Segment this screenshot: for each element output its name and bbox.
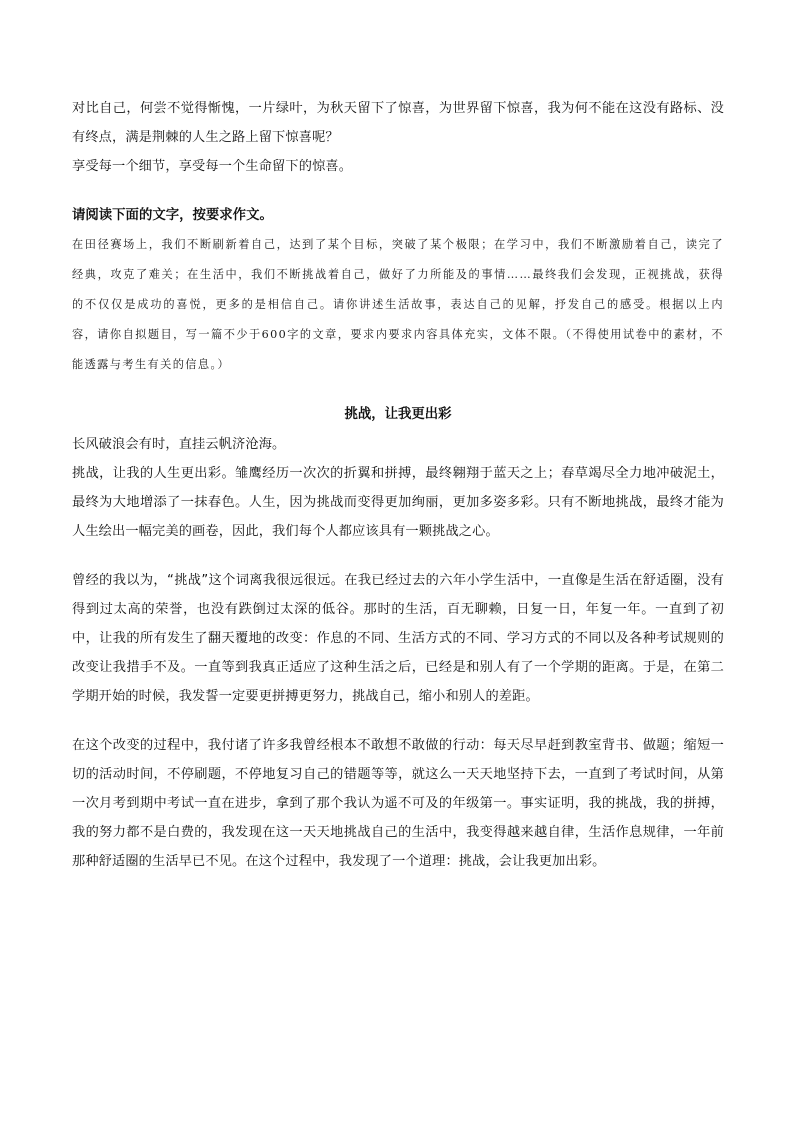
opening-paragraph-2: 享受每一个细节，享受每一个生命留下的惊喜。 [72, 159, 353, 174]
essay-paragraph-2: 挑战，让我的人生更出彩。雏鹰经历一次次的折翼和拼搏，最终翱翔于蓝天之上；春草竭尽全力地冲破泥土，最终为大地增添了一抹春色。人生，因为挑战而变得更加绚丽，更加多姿多彩。只有不断地挑战，最终才能为人生绘出一幅完美的画卷，因此，我们每个人都应该具有一颗挑战之心。 [72, 466, 724, 539]
essay-paragraph-1: 长风破浪会有时，直挂云帆济沧海。 [72, 437, 286, 452]
essay-paragraph-3: 曾经的我以为，“挑战”这个词离我很远很远。在我已经过去的六年小学生活中，一直像是生活在舒适圈，没有得到过太高的荣誉，也没有跌倒过太深的低谷。那时的生活，百无聊赖，日复一日，年复一年。一直到了初中，让我的所有发生了翻天覆地的改变：作息的不同、生活方式的不同、学习方式的不同以及各种考试规则的改变让我措手不及。一直等到我真正适应了这种生活之后，已经是和别人有了一个学期的距离。于是，在第二学期开始的时候，我发誓一定要更拼搏更努力，挑战自己，缩小和别人的差距。 [72, 573, 724, 704]
prompt-body: 在田径赛场上，我们不断刷新着自己，达到了某个目标，突破了某个极限；在学习中，我们不断激励着自己，读完了经典，攻克了难关；在生活中，我们不断挑战着自己，做好了力所能及的事情……最终我们会发现，正视挑战，获得的不仅仅是成功的喜悦，更多的是相信自己。请你讲述生活故事，表达自己的见解，抒发自己的感受。根据以上内容，请你自拟题目，写一篇不少于600字的文章，要求内要求内容具体充实，文体不限。（不得使用试卷中的素材，不能透露与考生有关的信息。） [72, 238, 724, 371]
essay-paragraph-4: 在这个改变的过程中，我付诸了许多我曾经根本不敢想不敢做的行动：每天尽早赶到教室背书、做题；缩短一切的活动时间，不停刷题，不停地复习自己的错题等等，就这么一天天地坚持下去，一直到了考试时间，从第一次月考到期中考试一直在进步，拿到了那个我认为遥不可及的年级第一。事实证明，我的挑战，我的拼搏，我的努力都不是白费的，我发现在这一天天地挑战自己的生活中，我变得越来越自律，生活作息规律，一年前那种舒适圈的生活早已不见。在这个过程中，我发现了一个道理：挑战，会让我更加出彩。 [72, 738, 724, 869]
spacer [72, 380, 724, 400]
spacer [72, 181, 724, 204]
prompt-heading: 请阅读下面的文字，按要求作文。 [72, 208, 273, 223]
essay-title: 挑战，让我更出彩 [344, 407, 452, 422]
opening-paragraph-1: 对比自己，何尝不觉得惭愧，一片绿叶，为秋天留下了惊喜，为世界留下惊喜，我为何不能在这没有路标、没有终点，满是荆棘的人生之路上留下惊喜呢？ [72, 101, 724, 145]
document-page [72, 94, 724, 876]
